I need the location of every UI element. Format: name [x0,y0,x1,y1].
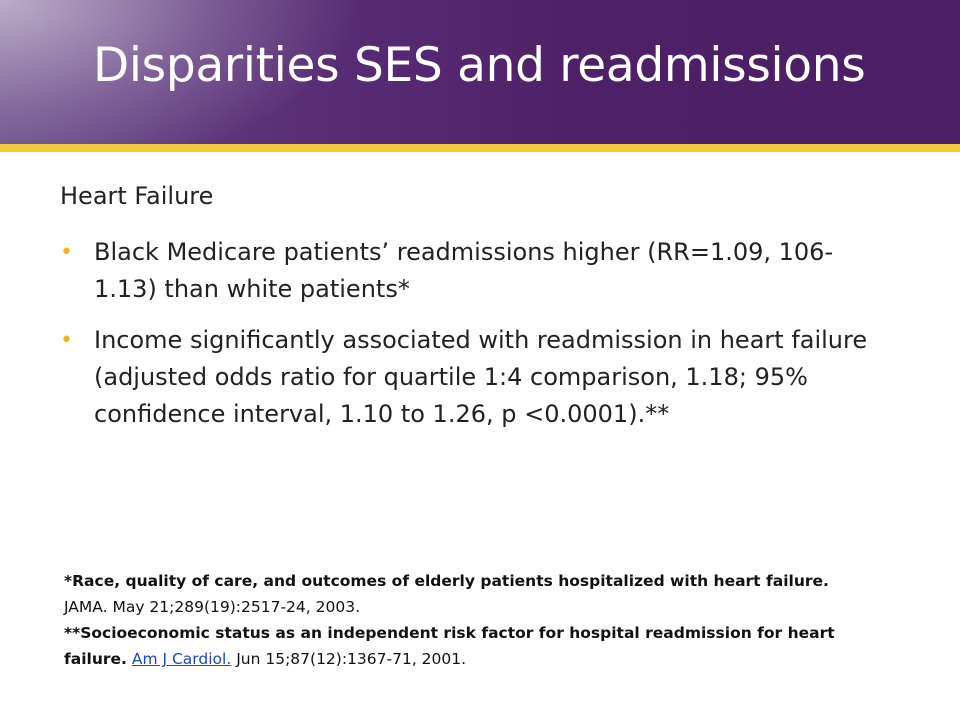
bullet-list [60,234,880,447]
accent-stripe [0,144,960,152]
slide-title: Disparities SES and readmissions [93,38,866,93]
bullet-icon: • [60,240,73,265]
reference-2 [64,620,876,672]
reference-1 [64,568,876,620]
bullet-text: Income significantly associated with readmission in heart failure (adjusted odds ratio for quartile 1:4 comparison, 1.18; 95% confidence interval, 1.10 to 1.26, p <0.0001).** [94,326,868,428]
journal-link[interactable]: Am J Cardiol. [131,650,232,668]
reference-1-source: JAMA. May 21;289(19):2517-24, 2003. [64,598,360,616]
reference-1-title: *Race, quality of care, and outcomes of elderly patients hospitalized with heart failure. [64,572,829,590]
title-band [0,0,960,144]
section-heading: Heart Failure [60,182,214,210]
bullet-text: Black Medicare patients’ readmissions higher (RR=1.09, 106-1.13) than white patients* [94,238,834,303]
bullet-item [60,234,880,308]
bullet-icon: • [60,328,73,353]
reference-2-title: **Socioeconomic status as an independent risk factor for hospital readmission for heart failure. [64,624,835,668]
reference-2-source: Jun 15;87(12):1367-71, 2001. [231,650,467,668]
bullet-item [60,322,880,433]
references [64,568,876,672]
